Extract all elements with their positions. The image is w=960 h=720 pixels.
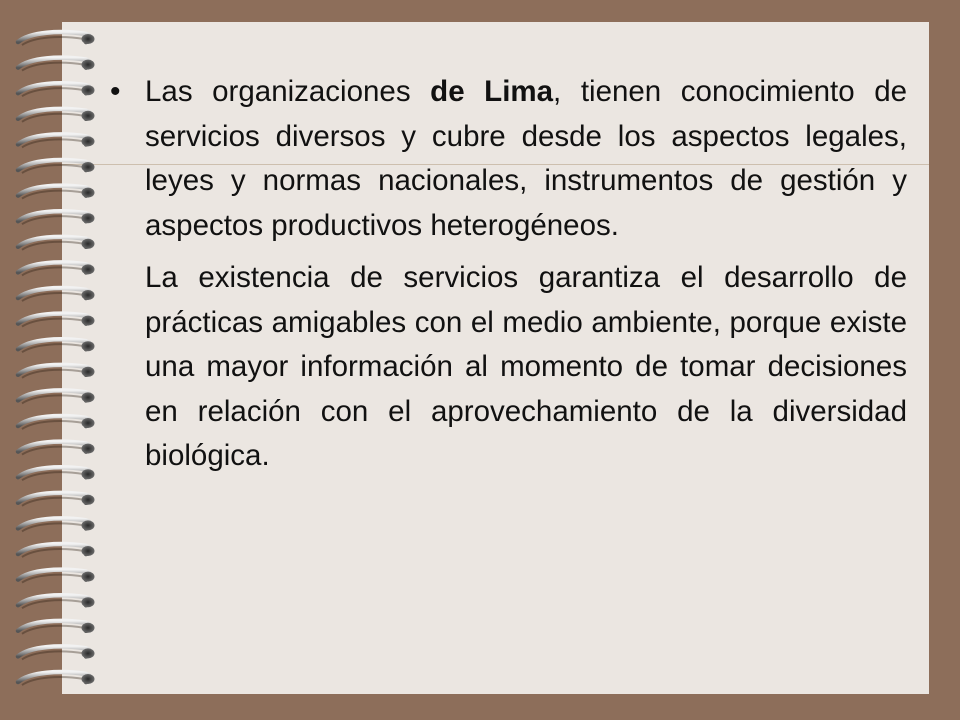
spiral-coil-shadow bbox=[22, 319, 84, 327]
punch-hole bbox=[82, 34, 95, 44]
paragraph-2: La existencia de servicios garantiza el desarrollo de prácticas amigables con el medio ambiente, porque existe una mayor información al momento de tomar decisiones en relación con el aprovechamiento de la diversidad biológica. bbox=[145, 261, 907, 472]
spiral-coil-shadow bbox=[22, 523, 84, 531]
spiral-coil-shadow bbox=[22, 370, 84, 378]
bullet-marker: • bbox=[110, 75, 121, 108]
punch-hole bbox=[82, 239, 95, 249]
punch-hole bbox=[82, 85, 95, 95]
paragraph-1-start: Las organizaciones bbox=[145, 75, 431, 108]
punch-hole bbox=[82, 213, 95, 223]
spiral-coil-shadow bbox=[22, 498, 84, 506]
punch-hole bbox=[82, 597, 95, 607]
punch-hole bbox=[82, 469, 95, 479]
punch-hole bbox=[82, 136, 95, 146]
spiral-coil-shadow bbox=[22, 651, 84, 659]
spiral-coil-shadow bbox=[22, 421, 84, 429]
punch-hole bbox=[82, 341, 95, 351]
punch-hole bbox=[82, 495, 95, 505]
spiral-coil-shadow bbox=[22, 677, 84, 685]
spiral-coil-shadow bbox=[22, 472, 84, 480]
spiral-coil-shadow bbox=[22, 191, 84, 199]
spiral-coil-shadow bbox=[22, 242, 84, 250]
punch-hole bbox=[82, 60, 95, 70]
spiral-coil-shadow bbox=[22, 267, 84, 275]
punch-hole bbox=[82, 111, 95, 121]
punch-hole bbox=[82, 367, 95, 377]
punch-hole bbox=[82, 546, 95, 556]
spiral-coil-shadow bbox=[22, 165, 84, 173]
bullet-item bbox=[100, 70, 907, 248]
punch-hole bbox=[82, 623, 95, 633]
paragraph-1-end: , tienen conocimiento de servicios diversos y cubre desde los aspectos legales, leyes y normas nacionales, instrumentos de gestión y aspectos productivos heterogéneos. bbox=[145, 75, 908, 242]
spiral-coil-shadow bbox=[22, 344, 84, 352]
spiral-coil-shadow bbox=[22, 63, 84, 71]
punch-hole bbox=[82, 162, 95, 172]
paragraph-1 bbox=[145, 70, 907, 248]
spiral-coil-shadow bbox=[22, 37, 84, 45]
paragraph-1-bold: de Lima bbox=[430, 75, 554, 108]
punch-hole bbox=[82, 264, 95, 274]
spiral-coil-shadow bbox=[22, 139, 84, 147]
spiral-coil-shadow bbox=[22, 447, 84, 455]
slide-body bbox=[100, 70, 907, 508]
punch-hole bbox=[82, 188, 95, 198]
punch-hole bbox=[82, 648, 95, 658]
spiral-coil-shadow bbox=[22, 549, 84, 557]
spiral-coil-shadow bbox=[22, 216, 84, 224]
punch-hole bbox=[82, 572, 95, 582]
punch-hole bbox=[82, 290, 95, 300]
spiral-coil-shadow bbox=[22, 88, 84, 96]
spiral-coil-shadow bbox=[22, 575, 84, 583]
spiral-coil-shadow bbox=[22, 600, 84, 608]
spiral-coil-shadow bbox=[22, 626, 84, 634]
spiral-coil-shadow bbox=[22, 114, 84, 122]
punch-hole bbox=[82, 316, 95, 326]
spiral-coil-shadow bbox=[22, 293, 84, 301]
punch-hole bbox=[82, 520, 95, 530]
punch-hole bbox=[82, 392, 95, 402]
punch-hole bbox=[82, 418, 95, 428]
spiral-coil-shadow bbox=[22, 395, 84, 403]
punch-hole bbox=[82, 674, 95, 684]
punch-hole bbox=[82, 444, 95, 454]
